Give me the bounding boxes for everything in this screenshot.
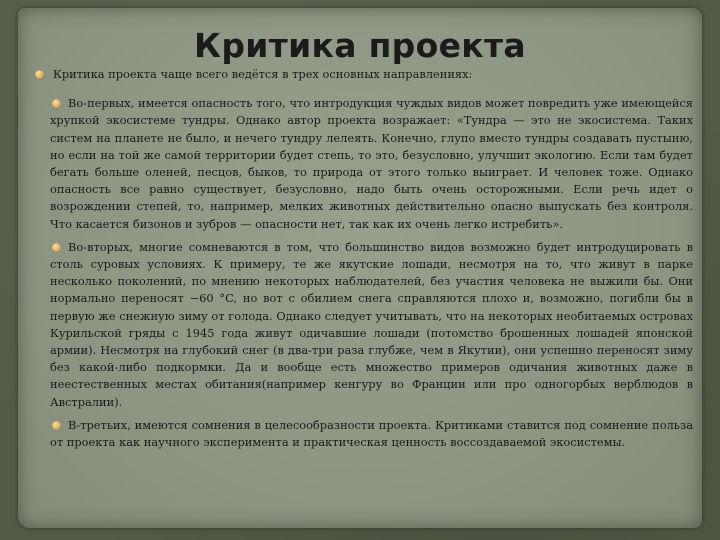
point-text-first: Во-первых, имеется опасность того, что интродукция чуждых видов может повредить уже имеющейся хрупкой экосистеме тундры. Однако автор проекта возражает: «Тундра — это не экосистема. Таких систем на планете не было, и нечего тундру лелеять. Конечно, глупо вместо тундры создавать пустыню, но если на той же самой территории будет степь, то это, безусловно, улучшит экологию. Если там будет бегать больше оленей, песцов, быков, то природа от этого только выиграет. И человек тоже. Однако опасность все равно существует, безусловно, надо быть очень осторожными. Если речь идет о возрождении степей, то, например, мелких животных действительно опасно выпускать без контроля. Что касается бизонов и зубров — опасности нет, так как их очень легко истребить». bbox=[50, 96, 693, 231]
point-item-second bbox=[50, 239, 693, 411]
bullet-dot-icon bbox=[52, 99, 61, 108]
point-item-third bbox=[50, 417, 693, 451]
intro-item bbox=[33, 66, 693, 83]
point-text-third: В-третьих, имеются сомнения в целесообразности проекта. Критиками ставится под сомнение польза от проекта как научного эксперимента и практическая ценность воссоздаваемой экосистемы. bbox=[50, 417, 693, 450]
point-item-first bbox=[50, 95, 693, 233]
slide-title: Критика проекта bbox=[194, 26, 526, 65]
bullet-dot-icon bbox=[52, 243, 61, 252]
point-text-second: Во-вторых, многие сомневаются в том, что большинство видов возможно будет интродуцировать в столь суровых условиях. К примеру, те же якутские лошади, несмотря на то, что живут в парке несколько поколений, по мнению некоторых наблюдателей, без участия человека не выжили бы. Они нормально переносят −60 °C, но вот с обилием снега справляются плохо и, возможно, погибли бы в первую же снежную зиму от голода. Однако следует учитывать, что на некоторых необитаемых островах Курильской гряды с 1945 года живут одичавшие лошади (потомство брошенных лошадей японской армии). Несмотря на глубокий снег (в два-три раза глубже, чем в Якутии), они успешно переносят зиму без какой-либо подкормки. Да и вообще есть множество примеров одичания животных даже в неестественных местах обитания(например кенгуру во Франции или про одногорбых верблюдов в Австралии). bbox=[50, 239, 693, 409]
slide-content bbox=[33, 66, 693, 457]
bullet-dot-icon bbox=[35, 70, 44, 79]
intro-text: Критика проекта чаще всего ведётся в трех основных направлениях: bbox=[53, 67, 473, 81]
bullet-dot-icon bbox=[52, 421, 61, 430]
